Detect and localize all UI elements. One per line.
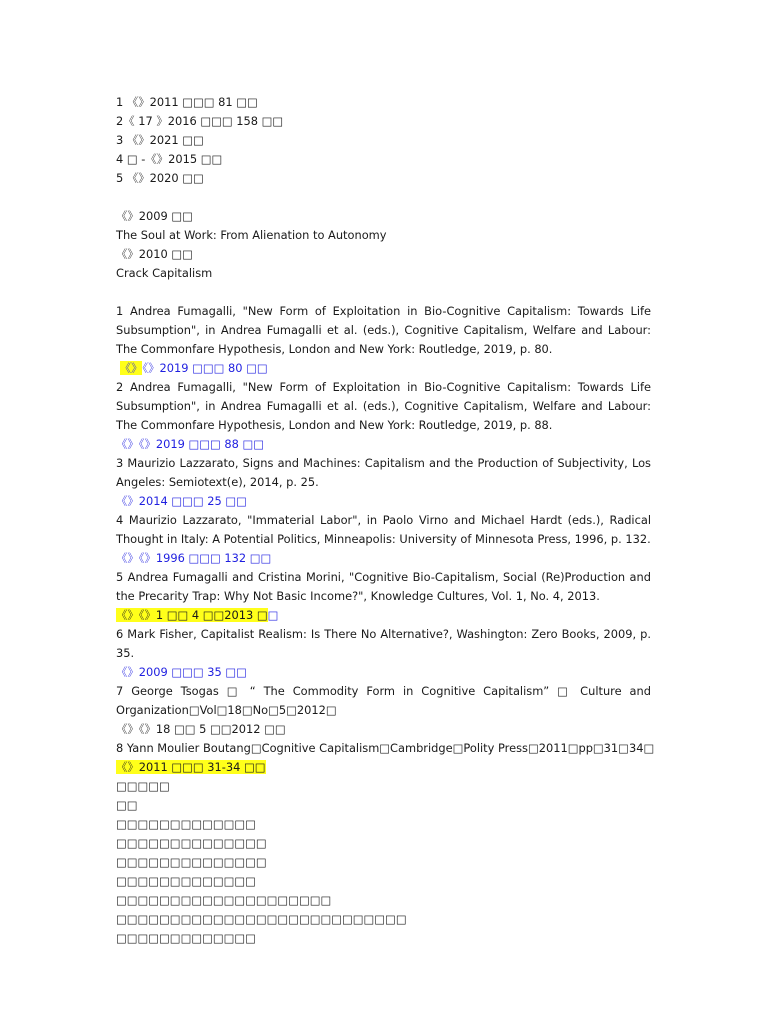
references <box>116 302 655 777</box>
list-item: 3 《》2021 □□ <box>116 133 204 147</box>
note-highlight: 《》《》1 □□ 4 □□2013 □ <box>116 608 268 622</box>
reference-note: 《》《》18 □□ 5 □□2012 □□ <box>116 722 286 736</box>
text-line: □□ <box>116 798 138 812</box>
reference-text: 8 Yann Moulier Boutang□Cognitive Capitalism□Cambridge□Polity Press□2011□pp□31□34□ <box>116 741 655 755</box>
note-highlight: 《》2011 □□□ 31-34 □□ <box>116 760 266 774</box>
list-item: 4 □ -《》2015 □□ <box>116 152 223 166</box>
list-item: 1 《》2011 □□□ 81 □□ <box>116 95 258 109</box>
note-text: 《》2019 □□□ 80 □□ <box>142 361 268 375</box>
book-title: The Soul at Work: From Alienation to Autonomy <box>116 228 387 242</box>
text-line: □□□□□□□□□□□□□□ <box>116 836 267 850</box>
reference-note: 《》《》2019 □□□ 88 □□ <box>116 437 265 451</box>
top-list <box>116 93 651 188</box>
reference-text: 7 George Tsogas □ “ The Commodity Form in Cognitive Capitalism” □ Culture and Organization□Vol□18□No□5□2012□ <box>116 684 651 717</box>
book-list <box>116 207 651 283</box>
list-item: 2《 17 》2016 □□□ 158 □□ <box>116 114 284 128</box>
list-item: 5 《》2020 □□ <box>116 171 204 185</box>
document-page <box>116 93 655 948</box>
reference-note: 《》2009 □□□ 35 □□ <box>116 665 247 679</box>
blank-line <box>116 283 651 302</box>
book-entry: 《》2009 □□ <box>116 209 193 223</box>
reference-note <box>116 606 651 625</box>
text-line: □□□□□□□□□□□□□□□□□□□□ <box>116 893 332 907</box>
text-line: □□□□□□□□□□□□□□□□□□□□□□□□□□□ <box>116 912 407 926</box>
text-line: □□□□□ <box>116 779 170 793</box>
reference-note <box>116 758 651 777</box>
reference-text: 4 Maurizio Lazzarato, "Immaterial Labor", in Paolo Virno and Michael Hardt (eds.), Radical Thought in Italy: A Potential Politics, Minneapolis: University of Minnesota Press, 1996, p. 132. <box>116 513 651 546</box>
blank-line <box>116 188 651 207</box>
reference-text: 6 Mark Fisher, Capitalist Realism: Is There No Alternative?, Washington: Zero Books, 2009, p. 35. <box>116 627 651 660</box>
reference-note <box>116 359 651 378</box>
reference-text: 3 Maurizio Lazzarato, Signs and Machines: Capitalism and the Production of Subjectivity, Los Angeles: Semiotext(e), 2014, p. 25. <box>116 456 651 489</box>
text-line: □□□□□□□□□□□□□ <box>116 931 256 945</box>
reference-note: 《》《》1996 □□□ 132 □□ <box>116 551 272 565</box>
text-line: □□□□□□□□□□□□□□ <box>116 855 267 869</box>
reference-note: 《》2014 □□□ 25 □□ <box>116 494 247 508</box>
reference-text: 5 Andrea Fumagalli and Cristina Morini, "Cognitive Bio-Capitalism, Social (Re)Production and the Precarity Trap: Why Not Basic Income?", Knowledge Cultures, Vol. 1, No. 4, 2013. <box>116 570 651 603</box>
book-entry: 《》2010 □□ <box>116 247 193 261</box>
note-text: □ <box>267 608 279 622</box>
reference-text: 2 Andrea Fumagalli, "New Form of Exploitation in Bio-Cognitive Capitalism: Towards Life Subsumption", in Andrea Fumagalli et al. (eds.), Cognitive Capitalism, Welfare and Labour: The Commonfare Hypothesis, London and New York: Routledge, 2019, p. 88. <box>116 380 651 432</box>
reference-text: 1 Andrea Fumagalli, "New Form of Exploitation in Bio-Cognitive Capitalism: Towards Life Subsumption", in Andrea Fumagalli et al. (eds.), Cognitive Capitalism, Welfare and Labour: The Commonfare Hypothesis, London and New York: Routledge, 2019, p. 80. <box>116 304 651 356</box>
note-highlight: 《》 <box>119 361 143 375</box>
book-title: Crack Capitalism <box>116 266 213 280</box>
text-line: □□□□□□□□□□□□□ <box>116 874 256 888</box>
text-line: □□□□□□□□□□□□□ <box>116 817 256 831</box>
trailing-lines <box>116 777 651 948</box>
